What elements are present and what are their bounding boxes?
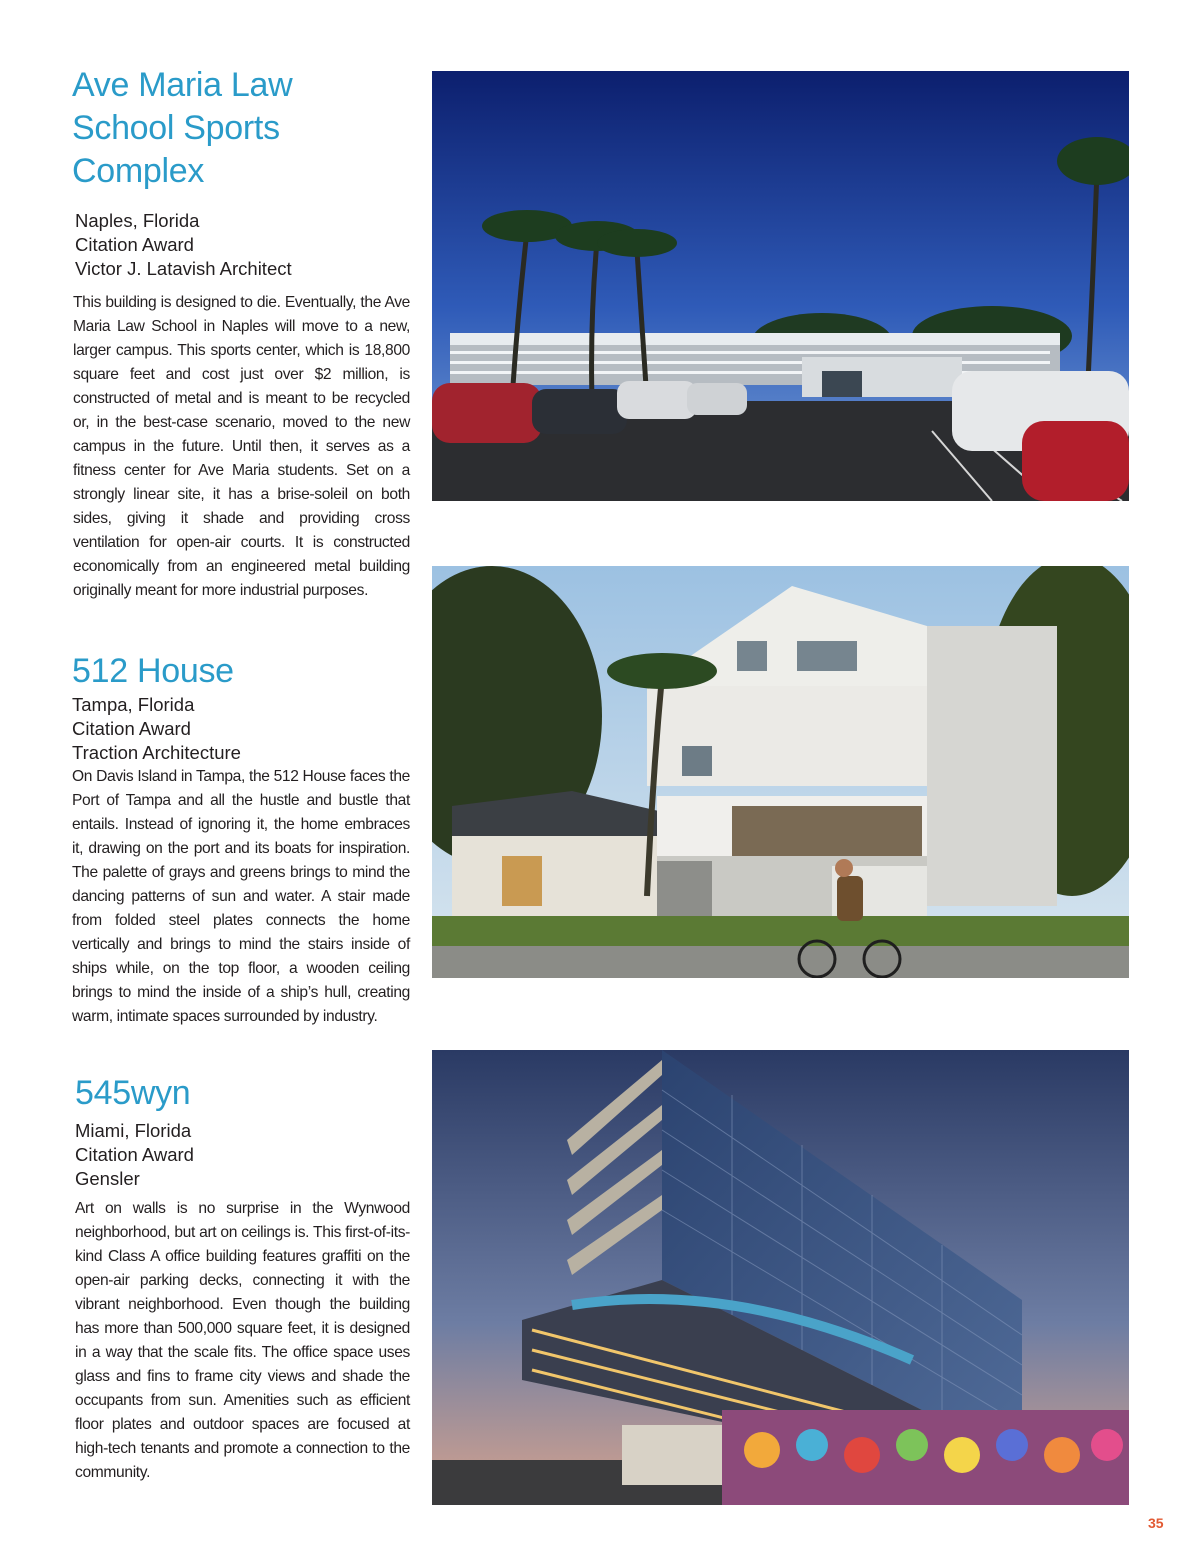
project-title: 545wyn	[75, 1074, 191, 1112]
project-award: Citation Award	[72, 718, 191, 739]
project-description: On Davis Island in Tampa, the 512 House faces the Port of Tampa and all the hustle and bustle that entails. Instead of ignoring it, the home embraces it, drawing on the port and its boats for inspiration. The palette of grays and greens brings to mind the dancing patterns of sun and water. A stair made from folded steel plates connects the home vertically and brings to mind the stairs inside of ships while, on the top floor, a wooden ceiling brings to mind the inside of a ship’s hull, creating warm, intimate spaces surrounded by industry.	[72, 768, 410, 1025]
project-ave-maria	[72, 64, 410, 603]
photo-545wyn-image	[432, 1050, 1129, 1505]
project-location: Naples, Florida	[75, 210, 200, 231]
project-award: Citation Award	[75, 1144, 194, 1165]
project-title	[72, 64, 410, 193]
photo-545wyn	[432, 1050, 1129, 1505]
title-line: School Sports	[72, 109, 280, 147]
project-545wyn	[72, 1072, 410, 1485]
photo-sports-complex	[432, 71, 1129, 501]
photo-sports-complex-image	[432, 71, 1129, 501]
project-architect: Victor J. Latavish Architect	[75, 258, 292, 279]
project-award: Citation Award	[75, 234, 194, 255]
project-title: 512 House	[72, 652, 234, 690]
title-line: Complex	[72, 152, 205, 190]
project-location: Tampa, Florida	[72, 694, 195, 715]
project-512-house	[72, 650, 410, 1029]
page-number: 35	[1148, 1515, 1164, 1531]
photo-512-house	[432, 566, 1129, 978]
photo-512-house-image	[432, 566, 1129, 978]
project-location: Miami, Florida	[75, 1120, 192, 1141]
project-architect: Gensler	[75, 1168, 140, 1189]
project-description: Art on walls is no surprise in the Wynwood neighborhood, but art on ceilings is. This first-of-its-kind Class A office building features graffiti on the open-air parking decks, connecting it with the vibrant neighborhood. Even though the building has more than 500,000 square feet, it is designed in a way that the scale fits. The office space uses glass and fins to frame city views and shade the occupants from sun. Amenities such as efficient floor plates and outdoor spaces are focused at high-tech tenants and promote a connection to the community.	[75, 1200, 410, 1481]
title-line: Ave Maria Law	[72, 66, 293, 104]
project-architect: Traction Architecture	[72, 742, 241, 763]
project-description: This building is designed to die. Eventually, the Ave Maria Law School in Naples will move to a new, larger campus. This sports center, which is 18,800 square feet and cost just over $2 million, is constructed of metal and is meant to be recycled or, in the best-case scenario, moved to the new campus in the future. Until then, it serves as a fitness center for Ave Maria students. Set on a strongly linear site, it has a brise-soleil on both sides, giving it shade and providing cross ventilation for open-air courts. It is constructed economically from an engineered metal building originally meant for more industrial purposes.	[73, 294, 410, 599]
